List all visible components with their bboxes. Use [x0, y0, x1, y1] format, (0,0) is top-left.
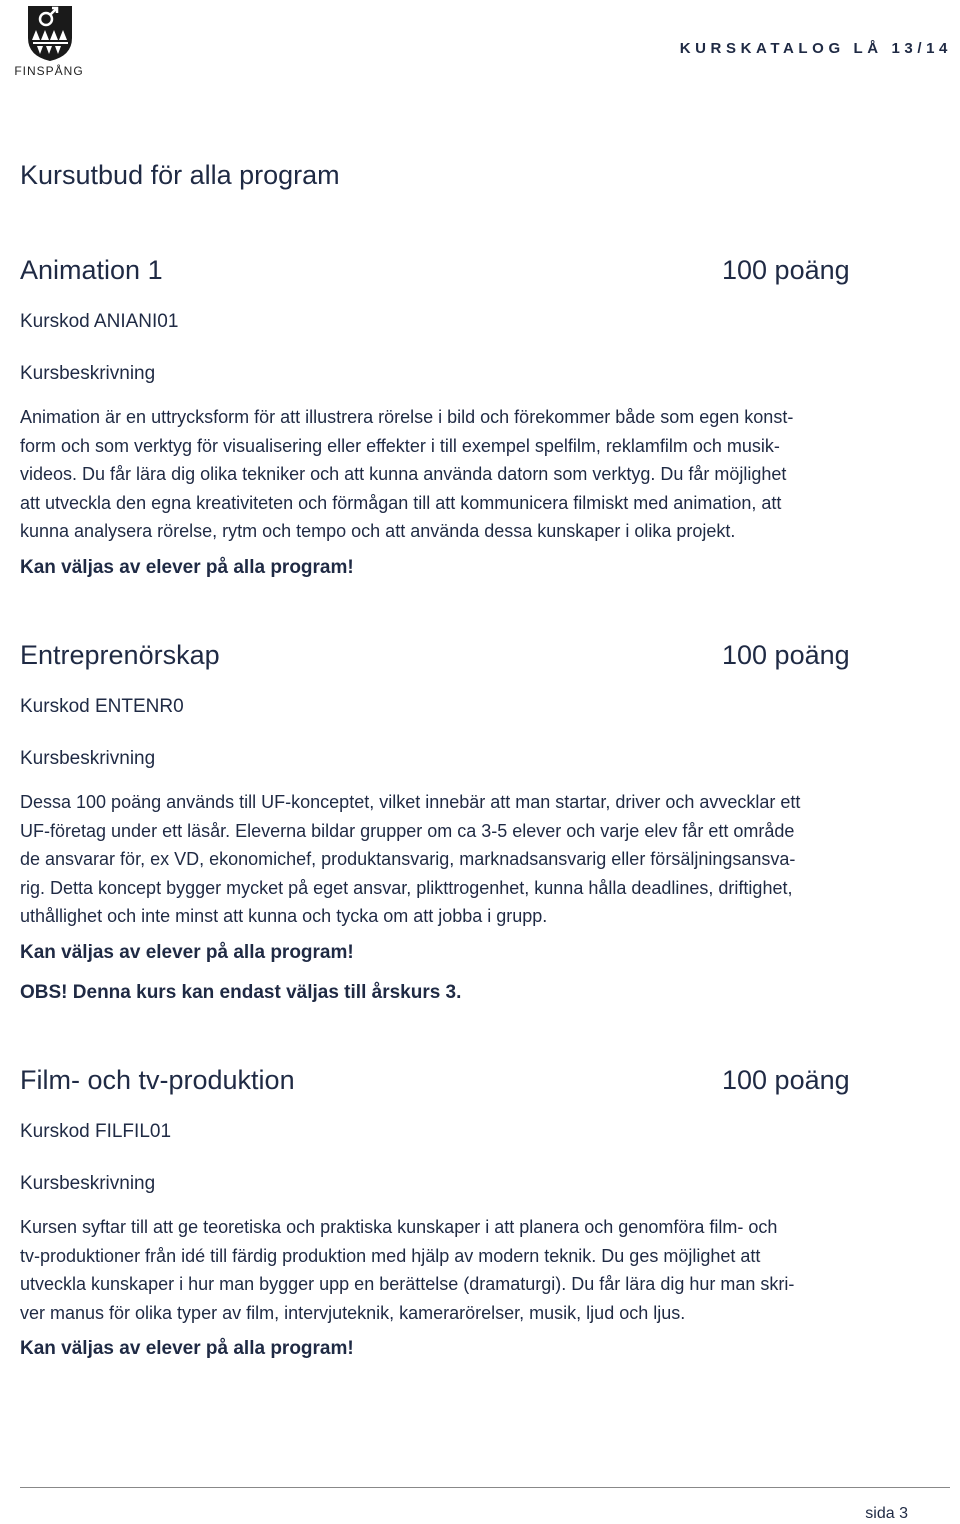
catalog-title: KURSKATALOG LÅ 13/14 — [679, 40, 952, 57]
course-description — [20, 403, 950, 546]
course-animation — [20, 254, 950, 580]
course-title — [20, 1064, 950, 1096]
description-line: UF-företag under ett läsår. Eleverna bildar grupper om ca 3-5 elever och varje elev får ett område — [20, 820, 795, 841]
course-title-text: Animation 1 — [20, 255, 163, 285]
description-line: form och som verktyg för visualisering eller effekter i till exempel spelfilm, reklamfilm och musik- — [20, 435, 780, 456]
description-line: utveckla kunskaper i hur man bygger upp en berättelse (dramaturgi). Du får lära dig hur man skri- — [20, 1274, 795, 1294]
description-line: tv-produktioner från idé till färdig produktion med hjälp av modern teknik. Du ges möjlighet att — [20, 1245, 761, 1266]
description-line: Dessa 100 poäng används till UF-konceptet, vilket innebär att man startar, driver och avvecklar ett — [20, 792, 801, 812]
availability-note: Kan väljas av elever på alla program! — [20, 556, 354, 578]
availability-note: Kan väljas av elever på alla program! — [20, 1338, 354, 1359]
course-description — [20, 788, 950, 931]
finspang-logo — [4, 4, 94, 80]
municipality-name: FINSPÅNG — [14, 64, 84, 78]
page-heading: Kursutbud för alla program — [20, 160, 340, 190]
course-points: 100 poäng — [722, 1065, 850, 1095]
description-line: ver manus för olika typer av film, intervjuteknik, kamerarörelser, musik, ljud och ljus. — [20, 1302, 686, 1323]
course-points: 100 poäng — [722, 255, 850, 285]
obs-note: OBS! Denna kurs kan endast väljas till årskurs 3. — [20, 981, 462, 1003]
course-title-text: Entreprenörskap — [20, 640, 220, 670]
description-line: uthållighet och inte minst att kunna och tycka om att jobba i grupp. — [20, 906, 548, 926]
description-line — [20, 460, 950, 489]
description-line: de ansvarar för, ex VD, ekonomichef, produktansvarig, marknadsansvarig eller försäljningsansva- — [20, 849, 796, 869]
description-line-part: Du får möjlighet — [655, 464, 787, 484]
course-title — [20, 254, 950, 286]
page-number: sida 3 — [865, 1505, 908, 1522]
course-points: 100 poäng — [722, 640, 850, 670]
description-label: Kursbeskrivning — [20, 748, 156, 769]
description-line: Animation är en uttrycksform för att illustrera rörelse i bild och förekommer både som egen konst- — [20, 407, 794, 427]
course-description — [20, 1213, 950, 1327]
description-line: att utveckla den egna kreativiteten och förmågan till att kommunicera filmiskt med animation, att — [20, 492, 782, 513]
course-code: Kurskod ENTENR0 — [20, 696, 184, 717]
course-title-text: Film- och tv-produktion — [20, 1065, 295, 1095]
coat-of-arms-icon — [4, 4, 94, 62]
course-code: Kurskod FILFIL01 — [20, 1121, 172, 1142]
description-label: Kursbeskrivning — [20, 363, 156, 384]
description-line: rig. Detta koncept bygger mycket på eget ansvar, plikttrogenhet, kunna hålla deadlines, driftighet, — [20, 877, 793, 898]
description-line-part: videos. Du får lära dig olika tekniker och att kunna använda datorn som verktyg. — [20, 464, 656, 484]
course-code: Kurskod ANIANI01 — [20, 311, 179, 332]
availability-note: Kan väljas av elever på alla program! — [20, 941, 354, 963]
description-line: Kursen syftar till att ge teoretiska och praktiska kunskaper i att planera och genomföra film- och — [20, 1217, 778, 1237]
course-entreprenorskap — [20, 639, 950, 1005]
description-label: Kursbeskrivning — [20, 1173, 156, 1194]
footer-divider — [20, 1487, 950, 1488]
course-film-tv — [20, 1064, 950, 1361]
course-title — [20, 639, 950, 671]
description-line: kunna analysera rörelse, rytm och tempo och att använda dessa kunskaper i olika projekt. — [20, 521, 736, 541]
